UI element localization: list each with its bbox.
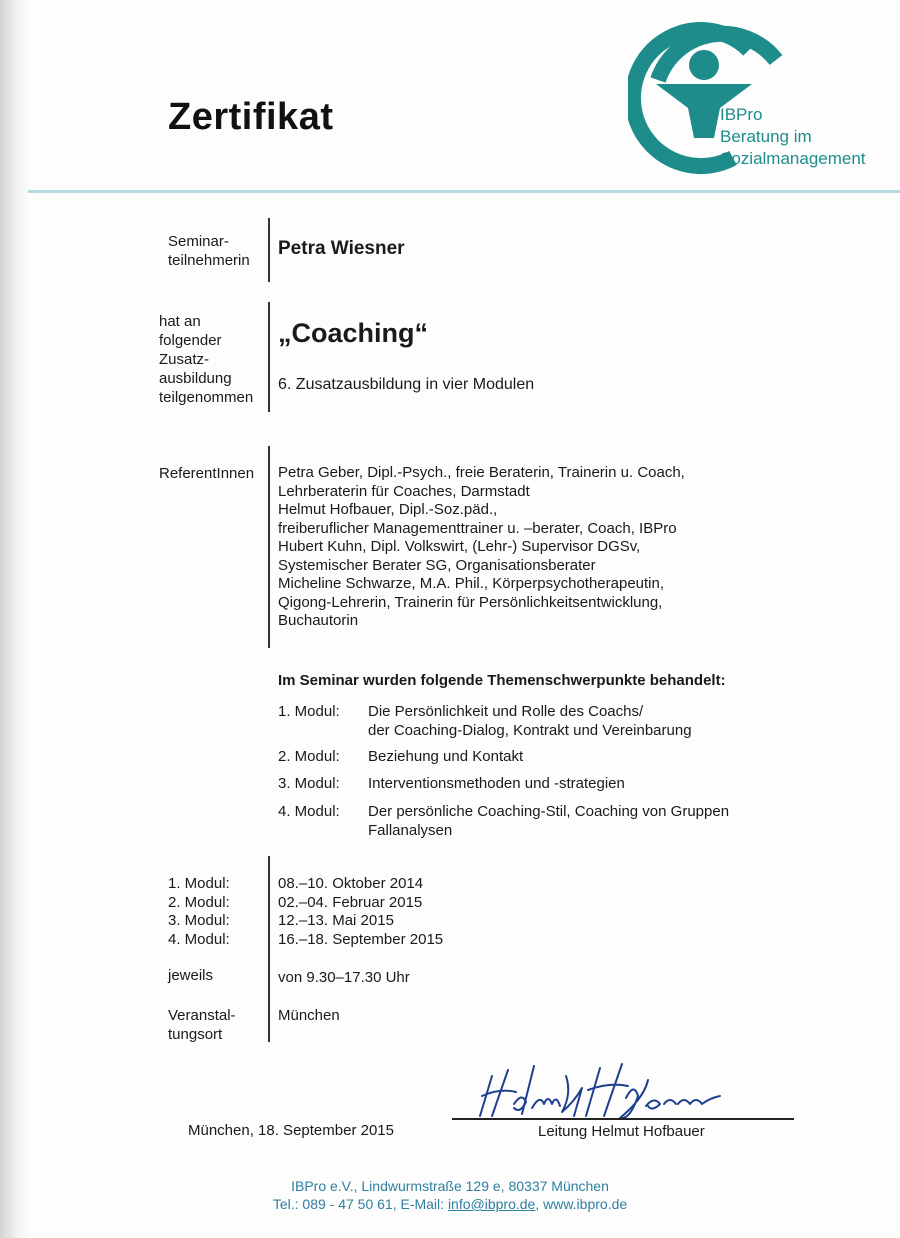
speaker-line: Petra Geber, Dipl.-Psych., freie Beraterin, Trainerin u. Coach, (278, 464, 685, 481)
venue-label-line1: Veranstal- (168, 1007, 236, 1024)
course-label-line3: Zusatz- (159, 351, 210, 368)
participant-label-line2: teilnehmerin (168, 252, 250, 269)
speaker-line: Buchautorin (278, 612, 359, 629)
place-date: München, 18. September 2015 (188, 1122, 394, 1139)
time-value: von 9.30–17.30 Uhr (278, 969, 410, 986)
speaker-line: Qigong-Lehrerin, Trainerin für Persönlichkeitsentwicklung, (278, 593, 663, 611)
signature-line (452, 1118, 794, 1120)
handwritten-signature (470, 1058, 730, 1122)
footer-email-link[interactable]: info@ibpro.de (447, 1196, 536, 1212)
time-label: jeweils (168, 967, 214, 984)
speaker-line: freiberuflicher Managementtrainer u. –berater, Coach, IBPro (278, 519, 677, 537)
speaker-line: Micheline Schwarze, M.A. Phil., Körperpsychotherapeutin, (278, 575, 665, 592)
participant-name: Petra Wiesner (278, 238, 405, 259)
course-label-line4: ausbildung (159, 370, 232, 387)
page-edge-shadow (0, 0, 28, 1238)
divider-course (268, 302, 270, 412)
course-label (159, 312, 253, 407)
topic-line: der Coaching-Dialog, Kontrakt und Vereinbarung (368, 721, 692, 739)
schedule-module-date: 12.–13. Mai 2015 (278, 912, 394, 929)
speakers-label: ReferentInnen (159, 465, 255, 482)
course-title: „Coaching“ (278, 318, 429, 348)
footer-contact (0, 1196, 900, 1212)
schedule-module-label: 2. Modul: (168, 893, 230, 911)
footer-separator: , (535, 1196, 544, 1212)
schedule-module-label: 1. Modul: (168, 875, 230, 892)
topic-module-number: 3. Modul: (278, 775, 340, 792)
logo-text (720, 104, 866, 170)
schedule-module-date: 16.–18. September 2015 (278, 930, 444, 948)
speakers-list (278, 464, 685, 631)
logo-line-1: IBPro (720, 105, 763, 124)
topic-module-text: Interventionsmethoden und -strategien (368, 775, 625, 792)
divider-participant (268, 218, 270, 282)
footer-website[interactable]: www.ibpro.de (543, 1196, 628, 1212)
speaker-line: Lehrberaterin für Coaches, Darmstadt (278, 482, 530, 500)
participant-label-line1: Seminar- (168, 233, 229, 250)
topic-module-text (368, 703, 692, 740)
topics-heading: Im Seminar wurden folgende Themenschwerpunkte behandelt: (278, 672, 726, 689)
course-label-line5: teilgenommen (159, 389, 254, 406)
footer-phone: Tel.: 089 - 47 50 61, E-Mail: (272, 1196, 448, 1212)
schedule-module-label: 4. Modul: (168, 930, 230, 948)
schedule-module-date: 08.–10. Oktober 2014 (278, 875, 424, 892)
schedule-module-date: 02.–04. Februar 2015 (278, 893, 423, 911)
schedule-module-label: 3. Modul: (168, 912, 230, 929)
topic-line: Der persönliche Coaching-Stil, Coaching von Gruppen (368, 803, 730, 820)
certificate-title: Zertifikat (168, 96, 334, 138)
logo-line-3: Sozialmanagement (720, 149, 866, 168)
speaker-line: Hubert Kuhn, Dipl. Volkswirt, (Lehr-) Supervisor DGSv, (278, 538, 641, 555)
course-label-line2: folgender (159, 332, 222, 349)
venue-label (168, 1006, 236, 1044)
footer-address: IBPro e.V., Lindwurmstraße 129 e, 80337 München (291, 1178, 609, 1194)
logo-line-2: Beratung im (720, 127, 812, 146)
topic-module-number: 2. Modul: (278, 748, 340, 765)
topic-module-text (368, 803, 729, 840)
course-subtitle: 6. Zusatzausbildung in vier Modulen (278, 376, 535, 393)
participant-label (168, 232, 250, 270)
venue-label-line2: tungsort (168, 1026, 223, 1043)
topic-module-text: Beziehung und Kontakt (368, 748, 524, 765)
speaker-line: Helmut Hofbauer, Dipl.-Soz.päd., (278, 501, 498, 518)
course-label-line1: hat an (159, 313, 201, 330)
speaker-line: Systemischer Berater SG, Organisationsberater (278, 556, 596, 574)
topic-line: Die Persönlichkeit und Rolle des Coachs/ (368, 703, 644, 720)
header-divider (28, 190, 900, 193)
divider-schedule (268, 856, 270, 1042)
topic-module-number: 4. Modul: (278, 803, 340, 820)
topic-line: Fallanalysen (368, 821, 453, 839)
venue-value: München (278, 1007, 340, 1024)
signature-caption: Leitung Helmut Hofbauer (538, 1123, 705, 1140)
topic-module-number: 1. Modul: (278, 703, 340, 720)
divider-speakers (268, 446, 270, 648)
